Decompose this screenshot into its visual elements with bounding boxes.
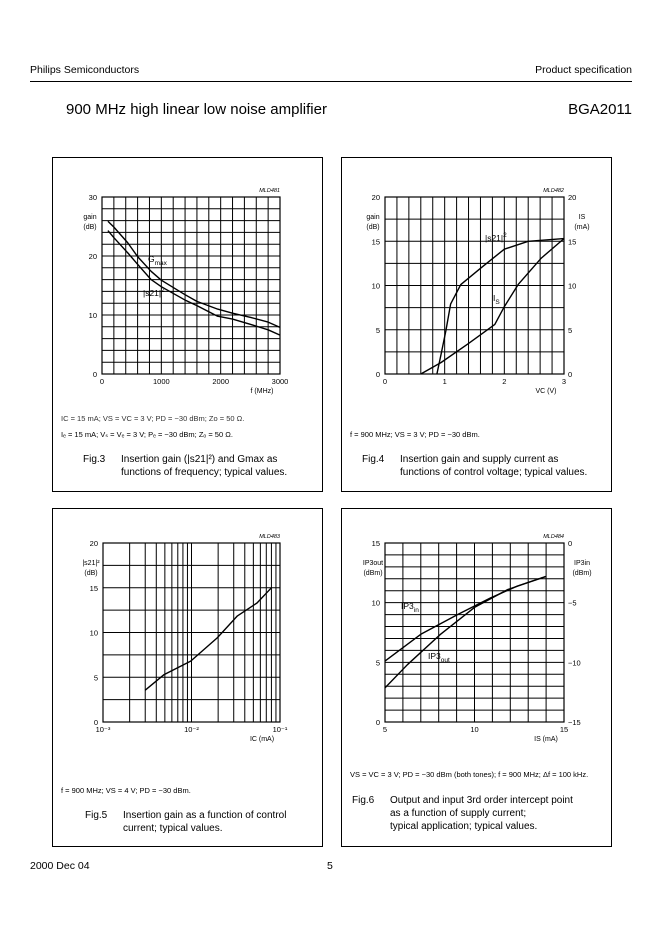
series-label: $I_S$	[493, 293, 500, 306]
y-axis-label: gain	[366, 214, 380, 221]
x-tick-label: 2	[502, 377, 507, 386]
y-right-axis-label: (dBm)	[572, 570, 592, 577]
series-line-ip3in	[385, 576, 546, 661]
caption-line: as a function of supply current;	[390, 808, 527, 819]
caption-line: Insertion gain as a function of control	[123, 810, 287, 821]
x-axis-label: IC (mA)	[249, 736, 275, 743]
x-tick-label: 2000	[212, 377, 230, 386]
header-doc-type: Product specification	[535, 64, 632, 76]
y-right-tick-label: 0	[568, 539, 573, 548]
figure-3-chart	[53, 158, 324, 418]
x-tick-label: 0	[99, 377, 105, 386]
figure-4-caption	[362, 453, 587, 479]
y-tick-label: 0	[375, 718, 380, 727]
x-tick-label: 0	[382, 377, 388, 386]
footer-page-number: 5	[327, 860, 333, 872]
x-tick-label: 10⁻³	[95, 725, 111, 734]
series-line-s212	[437, 239, 564, 374]
x-tick-label: 10	[470, 725, 479, 734]
y-axis-label: (dB)	[83, 224, 97, 231]
y-right-axis-label: IS	[578, 214, 586, 221]
figure-3-number: Fig.3	[83, 454, 106, 465]
figure-code: MLD481	[259, 188, 280, 194]
series-label: $|s21|^2$	[485, 232, 507, 243]
y-right-tick-label: −5	[568, 598, 577, 608]
figure-5-number: Fig.5	[85, 810, 108, 821]
series-label: $G_{max}$	[148, 254, 167, 267]
figure-6-caption	[352, 794, 573, 833]
y-tick-label: 10	[371, 281, 380, 291]
figure-3-conditions-plain: IC = 15 mA; VS = VC = 3 V; PD = −30 dBm; Zo = 50 Ω.	[61, 414, 245, 423]
y-tick-label: 30	[88, 193, 97, 202]
y-right-tick-label: 20	[568, 193, 577, 202]
y-tick-label: 10	[371, 598, 380, 608]
plot-frame	[102, 197, 280, 374]
y-axis-label: gain	[83, 214, 97, 221]
x-tick-label: 10⁻²	[184, 725, 199, 734]
y-tick-label: 15	[371, 539, 380, 548]
y-right-tick-label: 15	[568, 237, 577, 247]
figure-6-conditions: VS = VC = 3 V; PD = −30 dBm (both tones); f = 900 MHz; Δf = 100 kHz.	[350, 770, 589, 779]
figure-5-chart	[53, 509, 324, 769]
y-right-tick-label: −10	[568, 658, 581, 668]
header-company: Philips Semiconductors	[30, 64, 140, 76]
figure-4-conditions: f = 900 MHz; VS = 3 V; PD = −30 dBm.	[350, 430, 480, 439]
figure-code: MLD482	[543, 188, 564, 194]
caption-line: typical application; typical values.	[390, 821, 538, 832]
figure-3-conditions: Iₑ = 15 mA; Vₛ = Vₑ = 3 V; Pₑ = −30 dBm; Zₒ = 50 Ω.	[61, 430, 233, 439]
y-tick-label: 10	[88, 311, 97, 320]
series-label: $|s21|^2$	[143, 287, 165, 298]
x-tick-label: 3	[561, 377, 567, 386]
series-line-ip3out	[385, 576, 546, 688]
caption-line: Insertion gain and supply current as	[400, 454, 559, 465]
y-tick-label: 10	[89, 628, 98, 638]
series-line-s212	[145, 588, 271, 690]
figure-4-box	[341, 157, 612, 492]
header-rule	[30, 81, 632, 82]
figure-5-caption	[85, 809, 286, 835]
x-axis-label: VC (V)	[535, 388, 557, 395]
y-axis-label: |s21|²	[82, 560, 100, 567]
x-tick-label: 5	[382, 725, 388, 734]
y-tick-label: 15	[371, 237, 380, 247]
page-title: 900 MHz high linear low noise amplifier	[66, 101, 327, 118]
figure-4-chart	[342, 158, 613, 418]
figure-3-box	[52, 157, 323, 492]
x-tick-label: 15	[559, 725, 569, 734]
y-right-tick-label: 5	[568, 325, 573, 335]
figure-5-conditions: f = 900 MHz; VS = 4 V; PD = −30 dBm.	[61, 786, 191, 795]
y-axis-label: (dB)	[84, 570, 98, 577]
series-line-gmax	[108, 221, 280, 327]
caption-line: functions of frequency; typical values.	[121, 467, 288, 478]
y-axis-label: (dB)	[366, 224, 380, 231]
x-tick-label: 1000	[152, 377, 170, 386]
figure-3-caption	[83, 453, 287, 479]
caption-line: current; typical values.	[123, 823, 223, 834]
y-tick-label: 5	[375, 658, 380, 668]
y-right-tick-label: −15	[568, 718, 581, 727]
y-tick-label: 5	[93, 673, 98, 683]
figure-4-number: Fig.4	[362, 454, 385, 465]
y-tick-label: 5	[375, 325, 380, 335]
x-tick-label: 10⁻¹	[272, 725, 288, 734]
y-tick-label: 0	[375, 370, 380, 379]
caption-line: Insertion gain (|s21|²) and Gmax as	[121, 454, 278, 465]
x-axis-label: f (MHz)	[250, 388, 274, 395]
y-tick-label: 20	[371, 193, 380, 202]
figure-code: MLD483	[259, 534, 280, 540]
y-right-axis-label: IP3in	[574, 560, 590, 567]
y-right-axis-label: (mA)	[574, 224, 590, 231]
y-axis-label: IP3out	[362, 560, 384, 567]
y-right-tick-label: 10	[568, 281, 577, 291]
part-number: BGA2011	[568, 101, 632, 118]
series-line-s212	[108, 231, 280, 336]
caption-line: Output and input 3rd order intercept point	[390, 795, 573, 806]
series-label: $IP3_{in}$	[401, 601, 419, 614]
y-tick-label: 15	[89, 583, 98, 593]
caption-line: functions of control voltage; typical values.	[400, 467, 588, 478]
figure-code: MLD484	[543, 534, 564, 540]
series-label: $IP3_{out}$	[428, 651, 450, 664]
y-tick-label: 20	[88, 252, 97, 261]
y-right-tick-label: 0	[568, 370, 573, 379]
x-tick-label: 1	[442, 377, 447, 386]
y-tick-label: 20	[89, 539, 98, 548]
figure-5-box	[52, 508, 323, 847]
y-tick-label: 0	[92, 370, 97, 379]
figure-6-number: Fig.6	[352, 795, 375, 806]
x-tick-label: 3000	[271, 377, 289, 386]
y-axis-label: (dBm)	[363, 570, 383, 577]
figure-6-chart	[342, 509, 613, 769]
x-axis-label: IS (mA)	[534, 736, 558, 743]
y-tick-label: 0	[93, 718, 98, 727]
figure-6-box	[341, 508, 612, 847]
footer-date: 2000 Dec 04	[30, 860, 90, 872]
